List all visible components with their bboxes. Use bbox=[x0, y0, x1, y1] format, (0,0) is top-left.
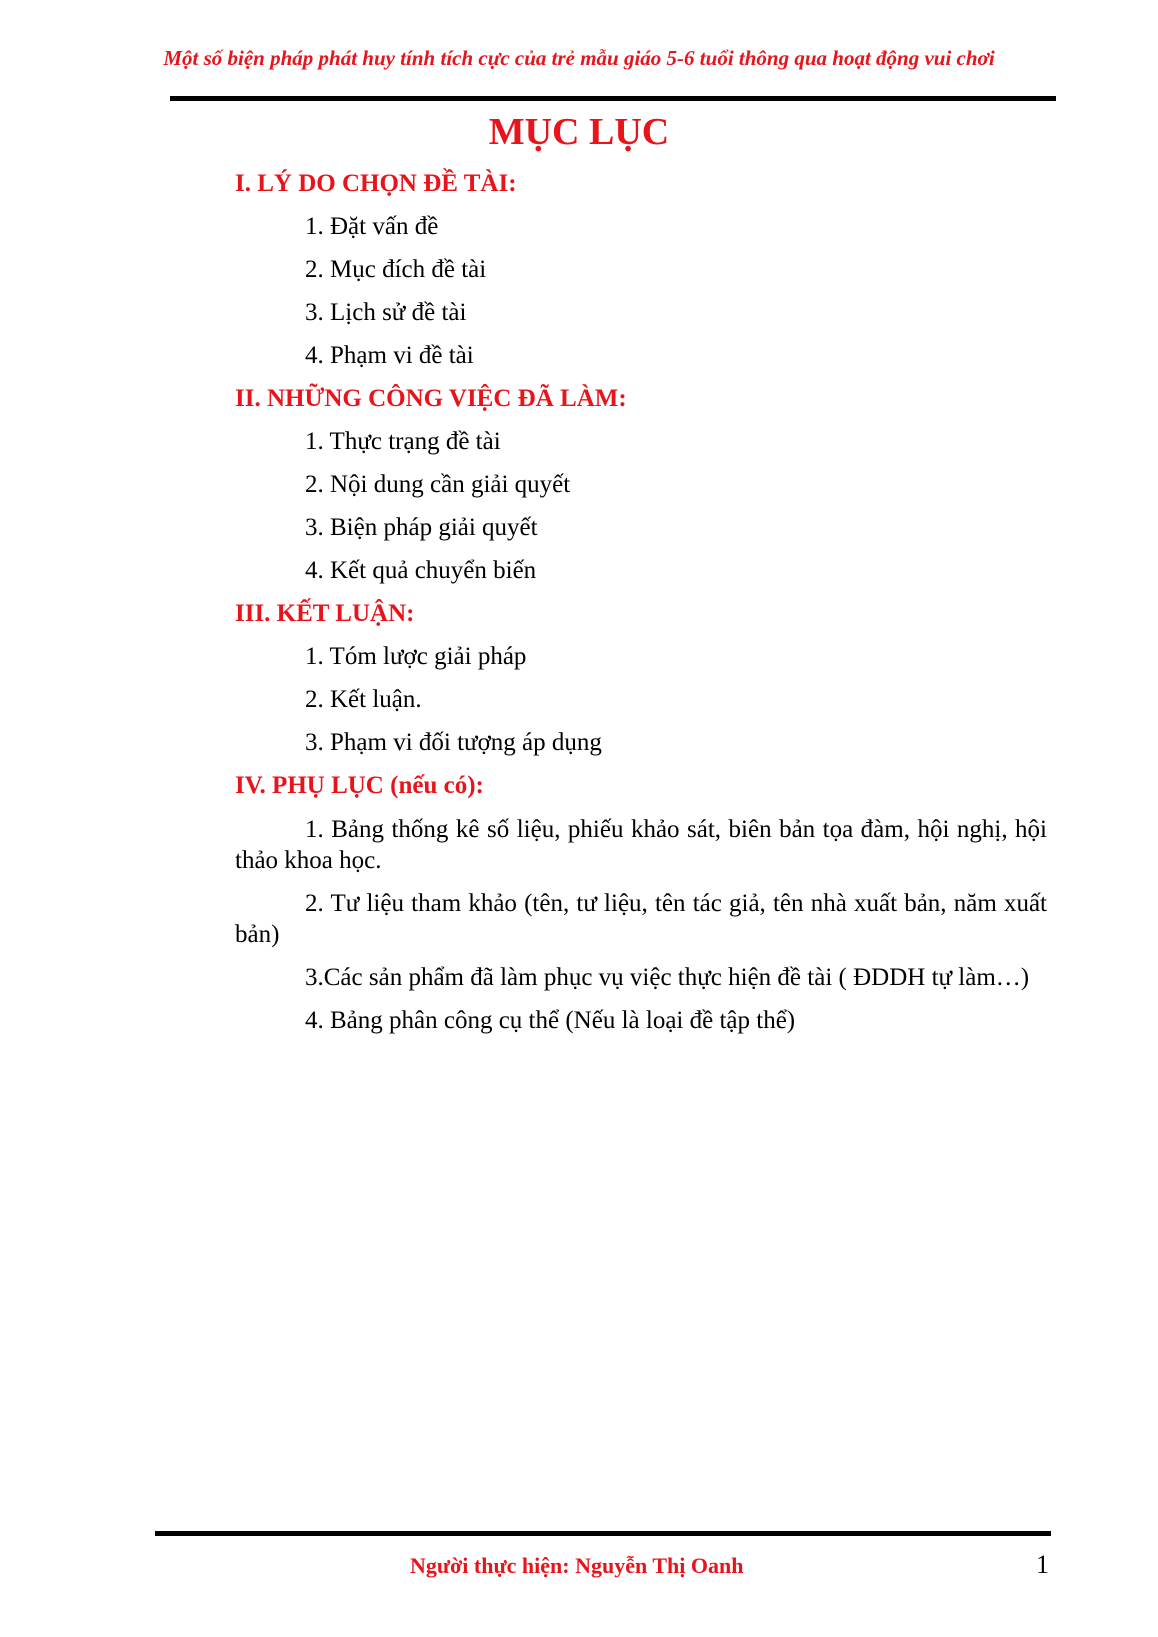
toc-item: 1. Đặt vấn đề bbox=[305, 213, 439, 240]
footer-divider bbox=[155, 1531, 1051, 1536]
toc-paragraph: 4. Bảng phân công cụ thể (Nếu là loại đề tập thể) bbox=[305, 1007, 796, 1034]
page-title: MỤC LỤC bbox=[488, 111, 670, 153]
toc-item: 4. Kết quả chuyển biến bbox=[305, 557, 537, 584]
toc-paragraph: 1. Bảng thống kê số liệu, phiếu khảo sát, biên bản tọa đàm, hội nghị, hội thảo khoa học. bbox=[235, 816, 1047, 874]
toc-paragraph: 3.Các sản phẩm đã làm phục vụ việc thực hiện đề tài ( ĐDDH tự làm…) bbox=[305, 964, 1030, 991]
toc-paragraph: 2. Tư liệu tham khảo (tên, tư liệu, tên tác giả, tên nhà xuất bản, năm xuất bản) bbox=[235, 890, 1047, 948]
toc-section-heading: II. NHỮNG CÔNG VIỆC ĐÃ LÀM: bbox=[235, 385, 627, 412]
toc-section-heading: III. KẾT LUẬN: bbox=[235, 600, 415, 627]
toc-item: 2. Kết luận. bbox=[305, 686, 422, 713]
author-label: Người thực hiện bbox=[410, 1553, 563, 1578]
toc-item: 3. Lịch sử đề tài bbox=[305, 299, 467, 326]
toc-item: 1. Thực trạng đề tài bbox=[305, 428, 501, 455]
footer-author: Người thực hiện: Nguyễn Thị Oanh bbox=[410, 1553, 744, 1578]
toc-item: 1. Tóm lược giải pháp bbox=[305, 643, 527, 670]
toc-section-heading: IV. PHỤ LỤC (nếu có): bbox=[235, 772, 484, 799]
toc-item: 2. Nội dung cần giải quyết bbox=[305, 471, 571, 498]
toc-item: 3. Biện pháp giải quyết bbox=[305, 514, 538, 541]
table-of-contents bbox=[235, 162, 1047, 1048]
running-header-title: Một số biện pháp phát huy tính tích cực của trẻ mẫu giáo 5-6 tuổi thông qua hoạt động vui chơi bbox=[163, 46, 995, 70]
author-name: Nguyễn Thị Oanh bbox=[575, 1553, 744, 1578]
toc-item: 2. Mục đích đề tài bbox=[305, 256, 487, 283]
toc-item: 3. Phạm vi đối tượng áp dụng bbox=[305, 729, 602, 756]
toc-item: 4. Phạm vi đề tài bbox=[305, 342, 474, 369]
page-number: 1 bbox=[1036, 1550, 1049, 1579]
header-divider bbox=[170, 96, 1056, 101]
toc-section-heading: I. LÝ DO CHỌN ĐỀ TÀI: bbox=[235, 170, 517, 197]
